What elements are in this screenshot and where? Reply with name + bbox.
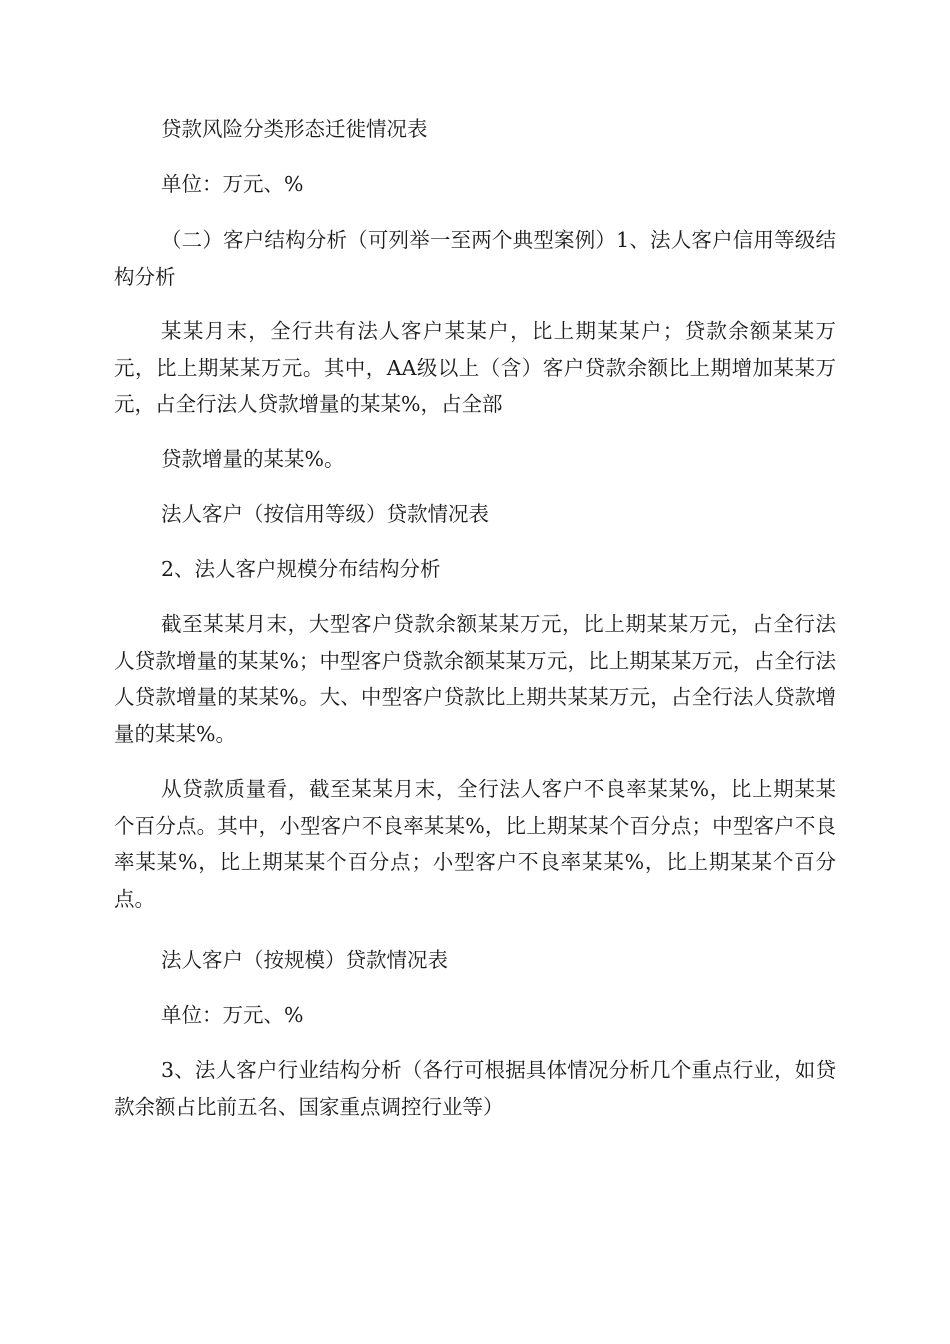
paragraph-scale-summary: 截至某某月末，大型客户贷款余额某某万元，比上期某某万元，占全行法人贷款增量的某某%；中型客户贷款余额某某万元，比上期某某万元，占全行法人贷款增量的某某%。大、中型客户贷款比上期共某某万元，占全行法人贷款增量的某某%。 bbox=[114, 612, 836, 746]
section-heading-customer-structure: （二）客户结构分析（可列举一至两个典型案例）1、法人客户信用等级结构分析 bbox=[114, 228, 836, 289]
table-caption-by-scale: 法人客户（按规模）贷款情况表 bbox=[161, 948, 448, 972]
unit-note: 单位：万元、% bbox=[161, 1003, 304, 1027]
paragraph-credit-rating-summary: 某某月末，全行共有法人客户某某户，比上期某某户；贷款余额某某万元，比上期某某万元。其中，AA级以上（含）客户贷款余额比上期增加某某万元，占全行法人贷款增量的某某%，占全部 bbox=[114, 319, 836, 416]
section-heading-industry-structure: 3、法人客户行业结构分析（各行可根据具体情况分析几个重点行业，如贷款余额占比前五名、国家重点调控行业等） bbox=[114, 1058, 836, 1119]
section-heading-scale-distribution: 2、法人客户规模分布结构分析 bbox=[161, 557, 441, 581]
table-caption-loan-risk-migration: 贷款风险分类形态迁徙情况表 bbox=[161, 117, 428, 141]
paragraph-loan-increment: 贷款增量的某某%。 bbox=[161, 447, 345, 471]
unit-note: 单位：万元、% bbox=[161, 172, 304, 196]
table-caption-credit-rating: 法人客户（按信用等级）贷款情况表 bbox=[161, 502, 489, 526]
paragraph-loan-quality: 从贷款质量看，截至某某月末，全行法人客户不良率某某%，比上期某某个百分点。其中，小型客户不良率某某%，比上期某某个百分点；中型客户不良率某某%，比上期某某个百分点；小型客户不良率某某%，比上期某某个百分点。 bbox=[114, 777, 836, 911]
